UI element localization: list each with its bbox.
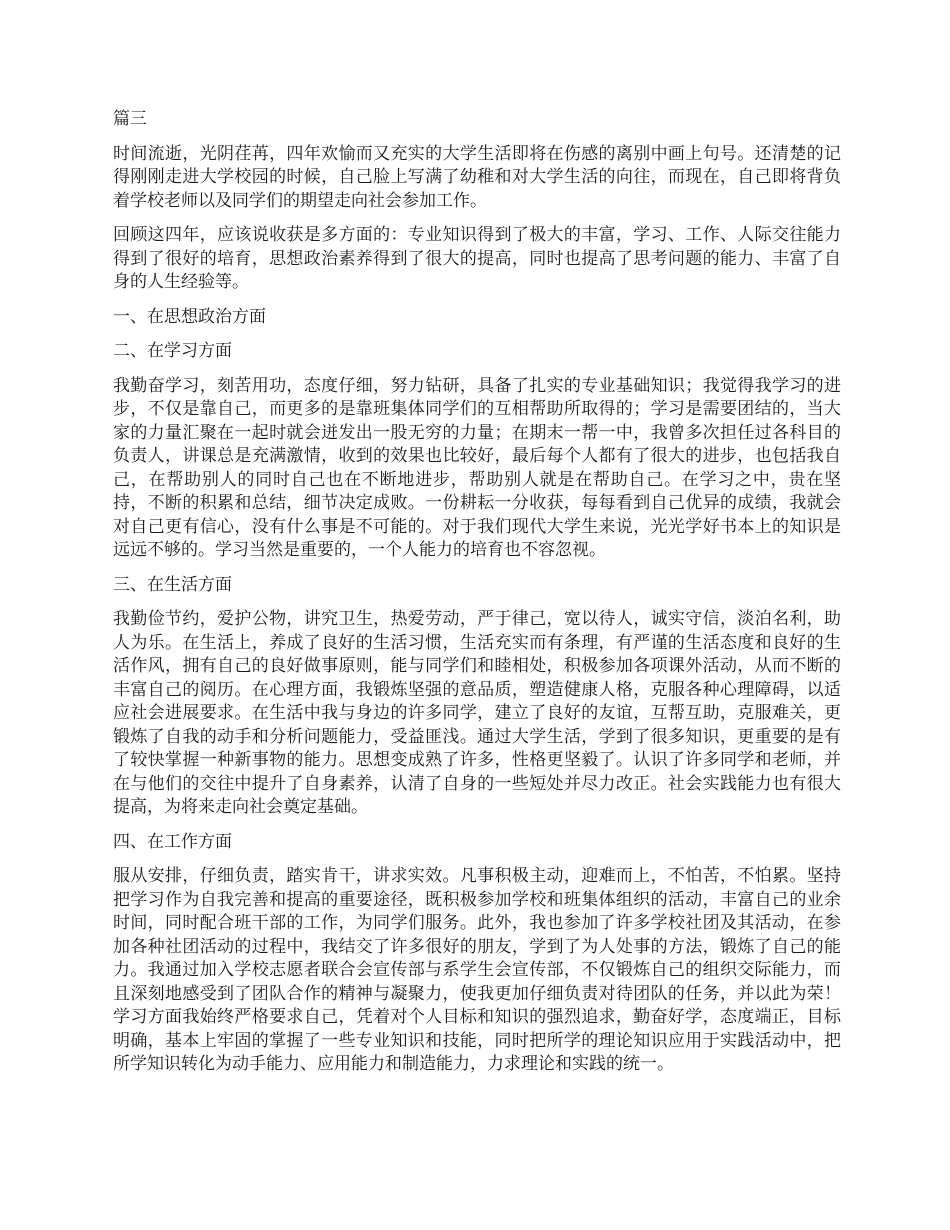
section-heading-study: 二、在学习方面 xyxy=(113,341,232,361)
paragraph-intro: 时间流逝，光阴荏苒，四年欢愉而又充实的大学生活即将在伤感的离别中画上句号。还清楚的记得刚刚走进大学校园的时候，自己脸上写满了幼稚和对大学生活的向往，而现在，自己即将背负着学校老师以及同学们的期望走向社会参加工作。 xyxy=(113,143,841,211)
paragraph-life: 我勤俭节约，爱护公物，讲究卫生，热爱劳动，严于律己，宽以待人，诚实守信，淡泊名利，助人为乐。在生活上，养成了良好的生活习惯，生活充实而有条理，有严谨的生活态度和良好的生活作风，拥有自己的良好做事原则，能与同学们和睦相处，积极参加各项课外活动，从而不断的丰富自己的阅历。在心理方面，我锻炼坚强的意品质，塑造健康人格，克服各种心理障碍，以适应社会进展要求。在生活中我与身边的许多同学，建立了良好的友谊，互帮互助，克服难关，更锻炼了自我的动手和分析问题能力，受益匪浅。通过大学生活，学到了很多知识，更重要的是有了较快掌握一种新事物的能力。思想变成熟了许多，性格更坚毅了。认识了许多同学和老师，并在与他们的交往中提升了自身素养，认清了自身的一些短处并尽力改正。社会实践能力也有很大提高，为将来走向社会奠定基础。 xyxy=(113,609,841,817)
paragraph-work: 服从安排，仔细负责，踏实肯干，讲求实效。凡事积极主动，迎难而上，不怕苦，不怕累。坚持把学习作为自我完善和提高的重要途径，既积极参加学校和班集体组织的活动，丰富自己的业余时间，同时配合班干部的工作，为同学们服务。此外，我也参加了许多学校社团及其活动，在参加各种社团活动的过程中，我结交了许多很好的朋友，学到了为人处事的方法，锻炼了自己的能力。我通过加入学校志愿者联合会宣传部与系学生会宣传部，不仅锻炼自己的组织交际能力，而且深刻地感受到了团队合作的精神与凝聚力，使我更加仔细负责对待团队的任务，并以此为荣！学习方面我始终严格要求自己，凭着对个人目标和知识的强烈追求，勤奋好学，态度端正，目标明确，基本上牢固的掌握了一些专业知识和技能，同时把所学的理论知识应用于实践活动中，把所学知识转化为动手能力、应用能力和制造能力，力求理论和实践的统一。 xyxy=(113,866,841,1074)
paragraph-study: 我勤奋学习，刻苦用功，态度仔细，努力钻研，具备了扎实的专业基础知识；我觉得我学习的进步，不仅是靠自己，而更多的是靠班集体同学们的互相帮助所取得的；学习是需要团结的，当大家的力量汇聚在一起时就会迸发出一股无穷的力量；在期末一帮一中，我曾多次担任过各科目的负责人，讲课总是充满激情，收到的效果也比较好，最后每个人都有了很大的进步，也包括我自己，在帮助别人的同时自己也在不断地进步，帮助别人就是在帮助自己。在学习之中，贵在坚持，不断的积累和总结，细节决定成败。一份耕耘一分收获，每每看到自己优异的成绩，我就会对自己更有信心，没有什么事是不可能的。对于我们现代大学生来说，光光学好书本上的知识是远远不够的。学习当然是重要的，一个人能力的培育也不容忽视。 xyxy=(113,375,841,560)
section-heading-work: 四、在工作方面 xyxy=(113,831,232,852)
document-page xyxy=(113,108,841,1088)
section-heading-politics: 一、在思想政治方面 xyxy=(113,306,266,327)
section-heading-life: 三、在生活方面 xyxy=(113,574,232,595)
document-title: 篇三 xyxy=(113,109,147,129)
paragraph-review: 回顾这四年，应该说收获是多方面的：专业知识得到了极大的丰富，学习、工作、人际交往能力得到了很好的培育，思想政治素养得到了很大的提高，同时也提高了思考问题的能力、丰富了自身的人生经验等。 xyxy=(113,225,841,292)
